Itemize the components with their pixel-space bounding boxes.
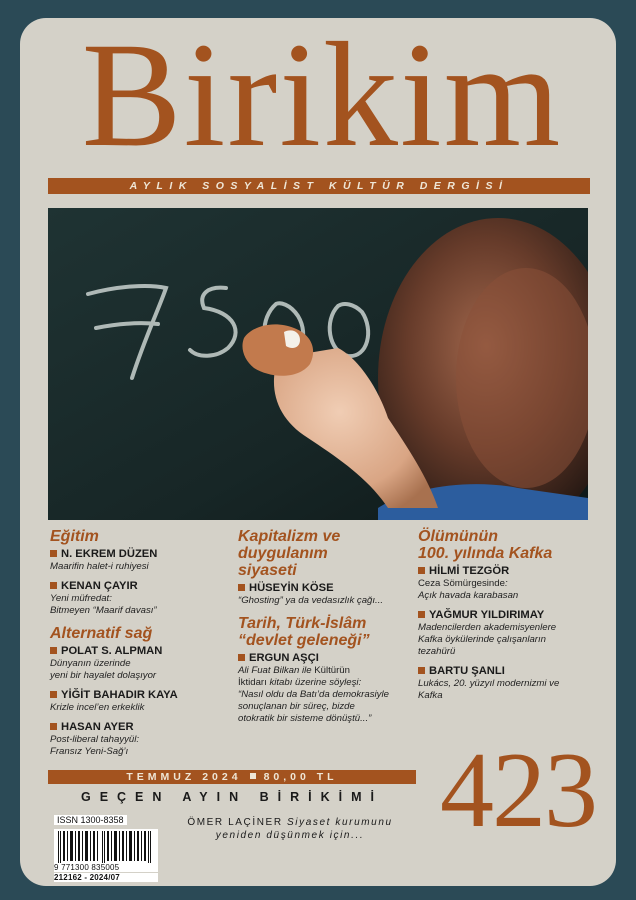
section-title-alternatif-sag: Alternatif sağ [50, 625, 153, 642]
book-title: Kültürün İktidarı [238, 665, 350, 688]
section-title-egitim: Eğitim [50, 528, 99, 545]
price-bar [48, 770, 416, 784]
article-title: Krizle incel’en erkeklik [50, 702, 145, 713]
author-name: POLAT S. ALPMAN [50, 644, 230, 658]
gecen-ayin-birikimi-text [170, 816, 410, 842]
section-title-kafka: Ölümünün 100. yılında Kafka [418, 528, 553, 562]
issue-date: TEMMUZ 2024 [126, 771, 242, 783]
author-name: KENAN ÇAYIR [50, 579, 230, 593]
article-part: kitabı üzerine söyleşi: “Nasıl oldu da Batı’da demokrasiyle sonuçlanan bir süreç, bizde otokratik bir sisteme dönüştü...” [238, 677, 389, 724]
article-part: Ali Fuat Bilkan ile [238, 665, 315, 676]
article-title: Post-liberal tahayyül: Fransız Yeni-Sağ’ı [50, 734, 140, 757]
column-1 [50, 528, 230, 764]
issue-number: 423 [440, 731, 596, 850]
issue-code: 212162 - 2024/07 [54, 873, 158, 882]
cover-photo [48, 208, 588, 520]
ean-number: 9 771300 835005 [54, 863, 158, 872]
separator-square-icon [250, 773, 256, 779]
article-part: : Açık havada karabasan [418, 578, 519, 601]
article-title: Maarifin halet-i ruhiyesi [50, 561, 149, 572]
column-3 [418, 528, 608, 708]
article-title: Dünyanın üzerinde yeni bir hayalet dolaşıyor [50, 658, 157, 681]
article-title [238, 665, 418, 725]
author-name: HASAN AYER [50, 720, 230, 734]
issue-price: 80,00 TL [263, 771, 338, 783]
barcode-box [54, 810, 160, 882]
author-name: YAĞMUR YILDIRIMAY [418, 608, 608, 622]
book-title: Ceza Sömürgesinde [418, 578, 505, 589]
barcode-icon [54, 829, 158, 863]
issn-label: ISSN 1300-8358 [54, 815, 127, 825]
section-title-tarih: Tarih, Türk-İslâm “devlet geleneği” [238, 615, 370, 649]
tagline-bar: AYLIK SOSYALİST KÜLTÜR DERGİSİ [48, 178, 590, 194]
gab-article-title: Siyaset kurumunu yeniden düşünmek için... [215, 817, 393, 841]
column-2 [238, 528, 418, 731]
author-name: YİĞİT BAHADIR KAYA [50, 688, 230, 702]
section-title-kapitalizm: Kapitalizm ve duygulanım siyaseti [238, 528, 341, 579]
masthead-title: Birikim [81, 18, 563, 178]
article-title: Madencilerden akademisyenlere Kafka öykülerinde çalışanların tezahürü [418, 622, 557, 657]
gecen-ayin-birikimi-label: GEÇEN AYIN BİRİKİMİ [80, 790, 384, 804]
magazine-cover [20, 18, 616, 886]
author-name: ERGUN AŞÇI [238, 651, 418, 665]
author-name: BARTU ŞANLI [418, 664, 608, 678]
author-name: HÜSEYİN KÖSE [238, 581, 418, 595]
article-title: “Ghosting” ya da vedasızlık çağı... [238, 595, 384, 606]
article-title: Lukács, 20. yüzyıl modernizmi ve Kafka [418, 678, 560, 701]
author-name: N. EKREM DÜZEN [50, 547, 230, 561]
article-title [418, 578, 608, 602]
author-name: HİLMİ TEZGÖR [418, 564, 608, 578]
gab-author-name: ÖMER LAÇİNER [187, 817, 283, 828]
article-title: Yeni müfredat: Bitmeyen “Maarif davası” [50, 593, 157, 616]
